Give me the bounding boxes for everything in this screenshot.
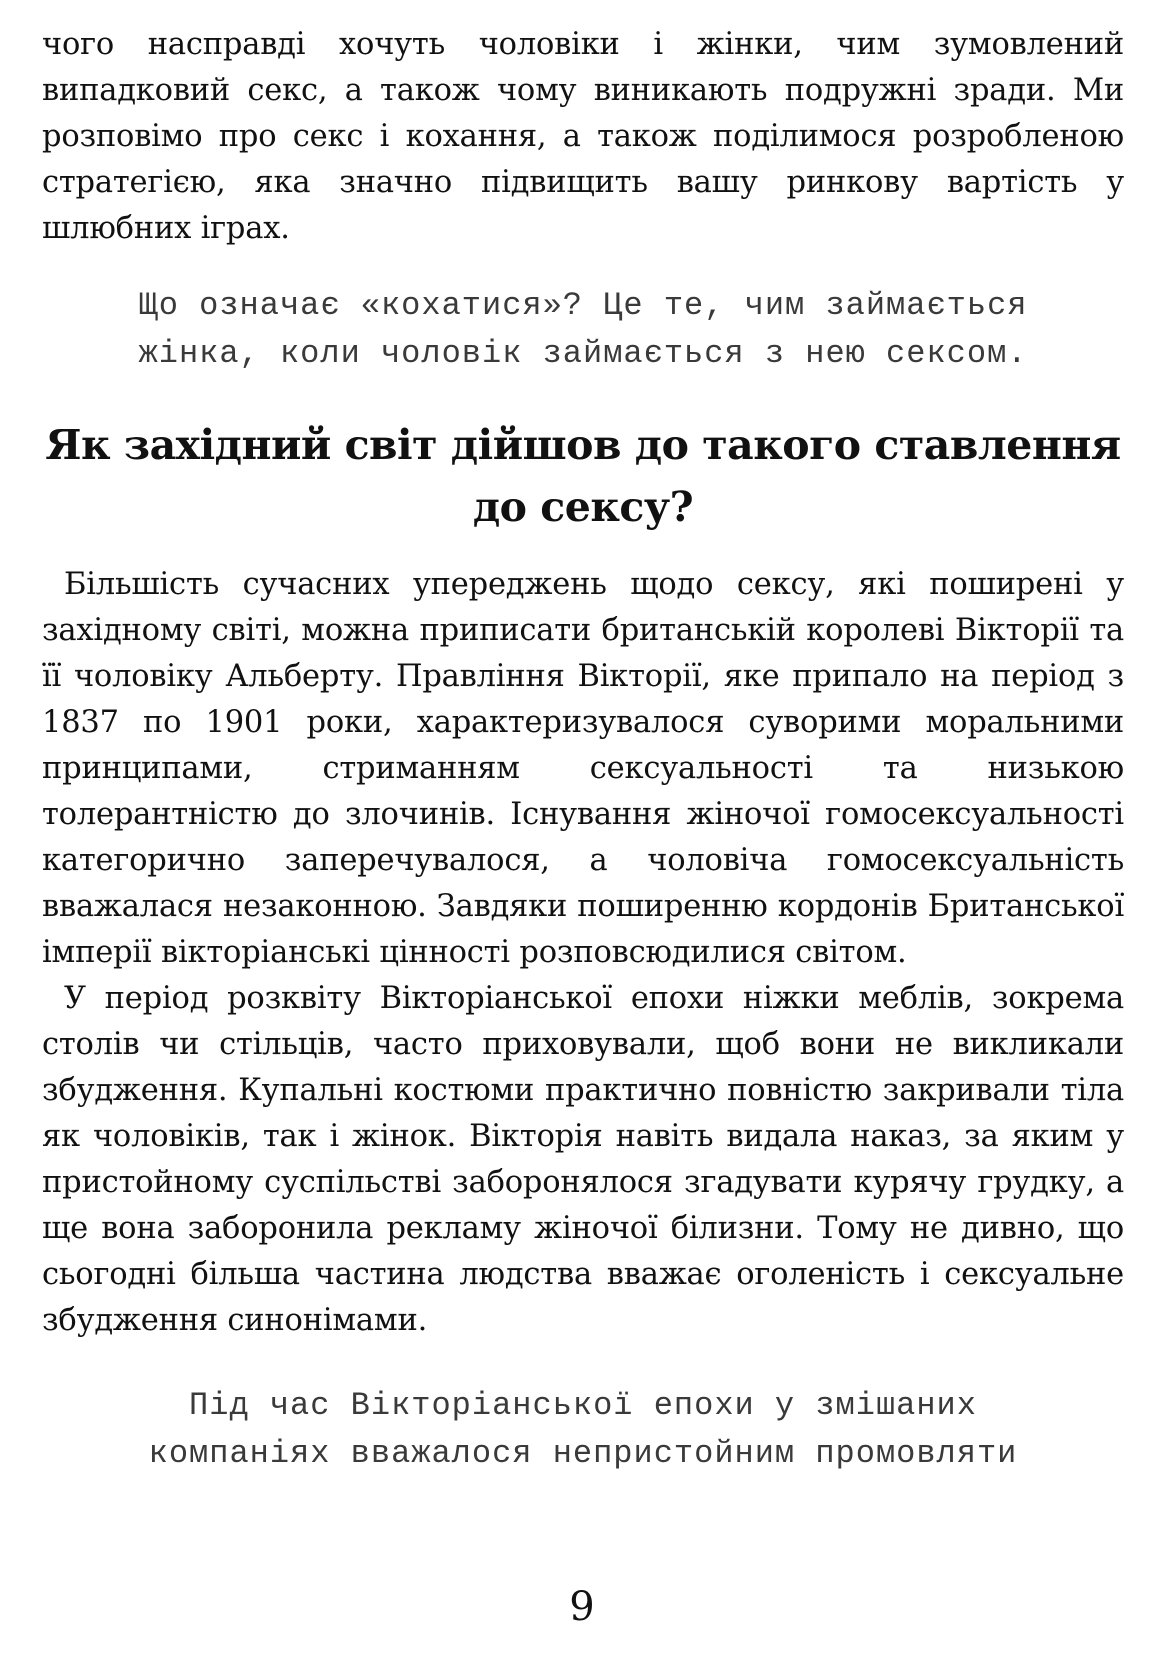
- body-paragraph-1: Більшість сучасних упереджень щодо сексу, які поширені у західному світі, можна приписати британській королеві Вікторії та її чоловіку Альберту. Правління Вікторії, яке припало на період з 1837 по 1901 роки, характеризувалося суворими моральними принципами, стриманням сексуальності та низькою толерантністю до злочинів. Існування жіночої гомосексуальності категорично заперечувалося, а чоловіча гомосексуальність вважалася незаконною. Завдяки поширенню кордонів Британської імперії вікторіанські цінності розповсюдилися світом.: [42, 567, 1124, 970]
- pull-quote-1-line-1: Що означає «кохатися»? Це те, чим займається: [138, 287, 1028, 324]
- intro-paragraph: чого насправді хочуть чоловіки і жінки, чим зумовлений випадковий секс, а також чому виникають подружні зради. Ми розповімо про секс і кохання, а також поділимося розробленою стратегією, яка значно підвищить вашу ринкову вартість у шлюбних іграх.: [42, 27, 1124, 246]
- document-page: [42, 22, 1124, 1478]
- pull-quote-2-line-2: компаніях вважалося непристойним промовляти: [148, 1435, 1018, 1472]
- page-number: 9: [569, 1584, 595, 1630]
- pull-quote-2: [42, 1382, 1124, 1478]
- body-paragraph-2: У період розквіту Вікторіанської епохи ніжки меблів, зокрема столів чи стільців, часто приховували, щоб вони не викликали збудження. Купальні костюми практично повністю закривали тіла як чоловіків, так і жінок. Вікторія навіть видала наказ, за яким у пристойному суспільстві заборонялося згадувати курячу грудку, а ще вона заборонила рекламу жіночої білизни. Тому не дивно, що сьогодні більша частина людства вважає оголеність і сексуальне збудження синонімами.: [42, 981, 1124, 1338]
- section-body: [42, 562, 1124, 1344]
- pull-quote-2-line-1: Під час Вікторіанської епохи у змішаних: [189, 1387, 977, 1424]
- section-heading: Як західний світ дійшов до такого ставлення до сексу?: [45, 421, 1121, 531]
- pull-quote-1-line-2: жінка, коли чоловік займається з нею сексом.: [138, 335, 1028, 372]
- pull-quote-1: [42, 282, 1124, 378]
